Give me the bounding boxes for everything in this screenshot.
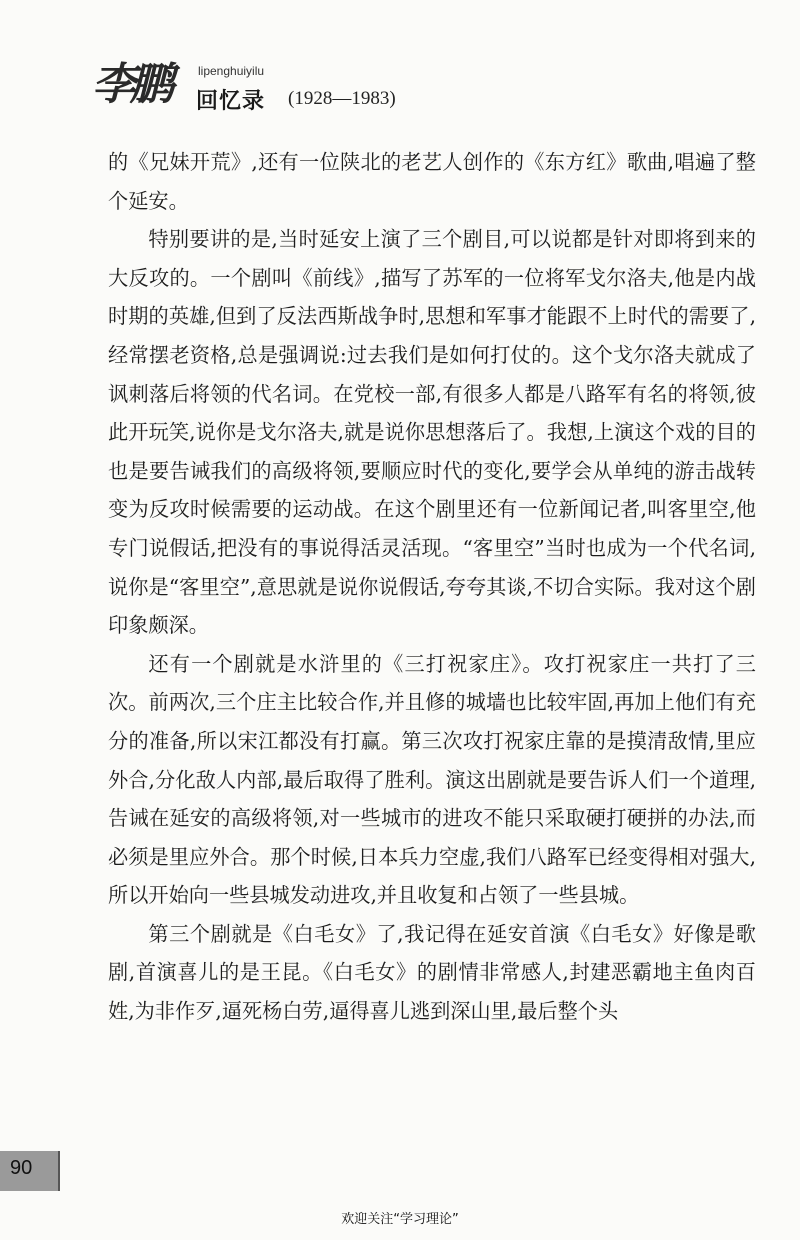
header-years: (1928—1983)	[288, 88, 396, 109]
page-number-tab	[0, 1151, 58, 1191]
page-number: 90	[10, 1157, 33, 1179]
paragraph: 特别要讲的是,当时延安上演了三个剧目,可以说都是针对即将到来的大反攻的。一个剧叫《前线》,描写了苏军的一位将军戈尔洛夫,他是内战时期的英雄,但到了反法西斯战争时,思想和军事才能跟不上时代的需要了,经常摆老资格,总是强调说:过去我们是如何打仗的。这个戈尔洛夫就成了讽刺落后将领的代名词。在党校一部,有很多人都是八路军有名的将领,彼此开玩笑,说你是戈尔洛夫,就是说你思想落后了。我想,上演这个戏的目的也是要告诫我们的高级将领,要顺应时代的变化,要学会从单纯的游击战转变为反攻时候需要的运动战。在这个剧里还有一位新闻记者,叫客里空,他专门说假话,把没有的事说得活灵活现。“客里空”当时也成为一个代名词,说你是“客里空”,意思就是说你说假话,夸夸其谈,不切合实际。我对这个剧印象颇深。	[108, 227, 756, 638]
header-subtitle: 回忆录	[196, 89, 266, 114]
footer-note: 欢迎关注“学习理论”	[341, 1212, 459, 1227]
running-header	[92, 44, 652, 114]
page-tab-rule	[58, 1151, 60, 1191]
header-pinyin: lipenghuiyilu	[198, 64, 265, 78]
calligraphy-logo: 李鹏	[92, 59, 168, 110]
paragraph: 还有一个剧就是水浒里的《三打祝家庄》。攻打祝家庄一共打了三次。前两次,三个庄主比较合作,并且修的城墙也比较牢固,再加上他们有充分的准备,所以宋江都没有打赢。第三次攻打祝家庄靠的是摸清敌情,里应外合,分化敌人内部,最后取得了胜利。演这出剧就是要告诉人们一个道理,告诫在延安的高级将领,对一些城市的进攻不能只采取硬打硬拼的办法,而必须是里应外合。那个时候,日本兵力空虚,我们八路军已经变得相对强大,所以开始向一些县城发动进攻,并且收复和占领了一些县城。	[108, 651, 756, 908]
paragraph: 第三个剧就是《白毛女》了,我记得在延安首演《白毛女》好像是歌剧,首演喜儿的是王昆。《白毛女》的剧情非常感人,封建恶霸地主鱼肉百姓,为非作歹,逼死杨白劳,逼得喜儿逃到深山里,最后整个头	[108, 921, 756, 1024]
page-body	[108, 143, 756, 1031]
paragraph: 的《兄妹开荒》,还有一位陕北的老艺人创作的《东方红》歌曲,唱遍了整个延安。	[108, 150, 756, 213]
